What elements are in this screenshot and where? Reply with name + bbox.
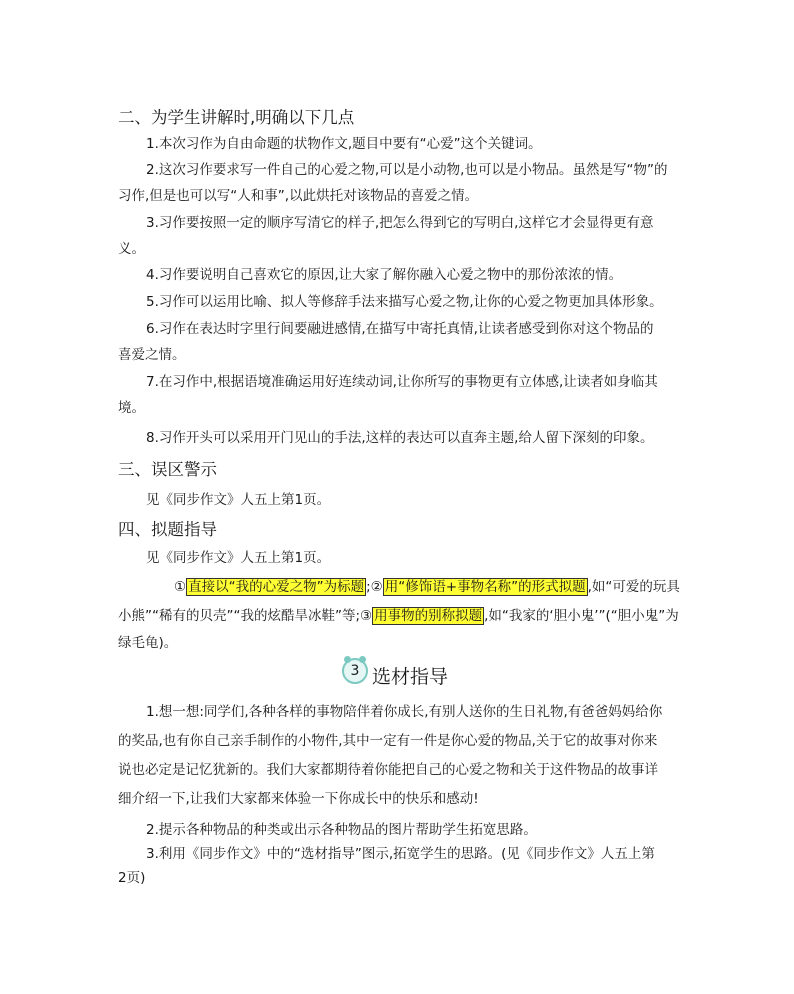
point-6-line-1: 6.习作在表达时字里行间要融进感情,在描写中寄托真情,让读者感受到你对这个物品的	[146, 321, 654, 337]
material-1-line-2: 的奖品,也有你自己亲手制作的小物件,其中一定有一件是你心爱的物品,关于它的故事对你来	[118, 733, 658, 749]
point-5: 5.习作可以运用比喻、拟人等修辞手法来描写心爱之物,让你的心爱之物更加具体形象。	[146, 294, 663, 310]
point-2-line-2: 习作,但是也可以写“人和事”,以此烘托对该物品的喜爱之情。	[118, 188, 479, 204]
example-text: ,如“可爱的玩具	[587, 579, 680, 595]
material-3-line-2: 2页)	[118, 870, 146, 886]
separator: ;	[366, 579, 371, 595]
material-3-line-1: 3.利用《同步作文》中的“选材指导”图示,拓宽学生的思路。(见《同步作文》人五上第	[146, 846, 655, 862]
section-4-text: 见《同步作文》人五上第1页。	[146, 550, 331, 566]
point-4: 4.习作要说明自己喜欢它的原因,让大家了解你融入心爱之物中的那份浓浓的情。	[146, 267, 623, 283]
example-list: 小熊”“稀有的贝壳”“我的炫酷旱冰鞋”等;	[118, 608, 361, 624]
point-7-line-1: 7.在习作中,根据语境准确运用好连续动词,让你所写的事物更有立体感,让读者如身临其	[146, 374, 658, 390]
point-3-line-2: 义。	[118, 241, 145, 257]
material-1-line-1: 1.想一想:同学们,各种各样的事物陪伴着你成长,有别人送你的生日礼物,有爸爸妈妈给你	[146, 704, 663, 720]
section-3-text: 见《同步作文》人五上第1页。	[146, 492, 331, 508]
point-2-line-1: 2.这次习作要求写一件自己的心爱之物,可以是小动物,也可以是小物品。虽然是写“物”的	[146, 162, 668, 178]
section-3-heading: 三、误区警示	[118, 460, 217, 479]
title-guide-line-3: 绿毛龟)。	[118, 635, 178, 651]
point-7-line-2: 境。	[118, 400, 145, 416]
marker-3: ③	[360, 608, 373, 624]
marker-2: ②	[370, 579, 383, 595]
material-2: 2.提示各种物品的种类或出示各种物品的图片帮助学生拓宽思路。	[146, 822, 537, 838]
highlight-title-method-3: 用事物的别称拟题	[374, 608, 483, 624]
section-4-heading: 四、拟题指导	[118, 520, 217, 539]
title-guide-line-1	[174, 575, 680, 595]
point-6-line-2: 喜爱之情。	[118, 347, 186, 363]
example-text-2: ,如“我家的‘胆小鬼’”(“胆小鬼”为	[484, 608, 679, 624]
section-2-heading: 二、为学生讲解时,明确以下几点	[118, 108, 355, 127]
highlight-title-method-2: 用“修饰语+事物名称”的形式拟题	[384, 579, 586, 595]
highlight-title-method-1: 直接以“我的心爱之物”为标题	[188, 579, 365, 595]
section-number-badge: 3	[342, 658, 368, 684]
material-1-line-4: 细介绍一下,让我们大家都来体验一下你成长中的快乐和感动!	[118, 791, 479, 807]
title-guide-line-2	[118, 604, 679, 624]
point-3-line-1: 3.习作要按照一定的顺序写清它的样子,把怎么得到它的写明白,这样它才会显得更有意	[146, 215, 654, 231]
material-section-title: 选材指导	[372, 666, 449, 688]
material-1-line-3: 说也必定是记忆犹新的。我们大家都期待着你能把自己的心爱之物和关于这件物品的故事详	[118, 762, 658, 778]
point-8: 8.习作开头可以采用开门见山的手法,这样的表达可以直奔主题,给人留下深刻的印象。	[146, 430, 654, 446]
marker-1: ①	[174, 579, 187, 595]
point-1: 1.本次习作为自由命题的状物作文,题目中要有“心爱”这个关键词。	[146, 136, 542, 152]
